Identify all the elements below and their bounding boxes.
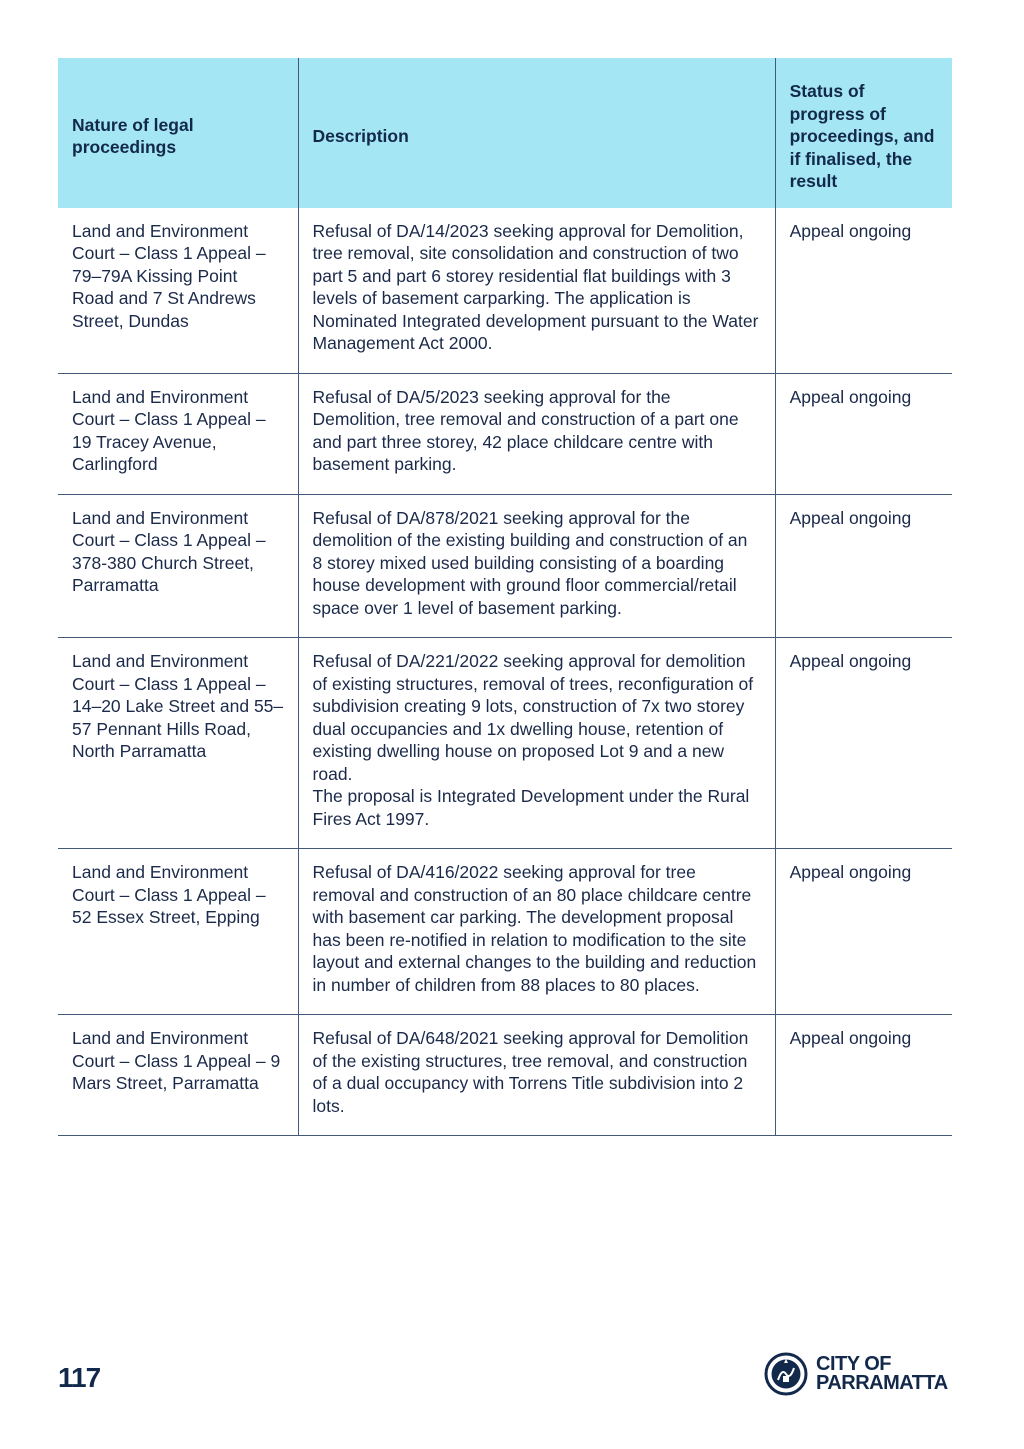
cell-description: Refusal of DA/5/2023 seeking approval for the Demolition, tree removal and construction of a part one and part three storey, 42 place childcare centre with basement parking. — [298, 373, 775, 494]
cell-description: Refusal of DA/878/2021 seeking approval for the demolition of the existing building and construction of an 8 storey mixed used building consisting of a boarding house development with ground floor commercial/retail space over 1 level of basement parking. — [298, 494, 775, 638]
cell-nature: Land and Environment Court – Class 1 Appeal – 52 Essex Street, Epping — [58, 849, 298, 1015]
logo-wordmark — [816, 1355, 948, 1393]
cell-nature: Land and Environment Court – Class 1 Appeal – 19 Tracey Avenue, Carlingford — [58, 373, 298, 494]
cell-description: Refusal of DA/221/2022 seeking approval for demolition of existing structures, removal of trees, reconfiguration of subdivision creating 9 lots, construction of 7x two storey dual occupancies and 1x dwelling house, retention of existing dwelling house on proposed Lot 9 and a new road. The proposal is Integrated Development under the Rural Fires Act 1997. — [298, 638, 775, 849]
cell-nature: Land and Environment Court – Class 1 Appeal – 79–79A Kissing Point Road and 7 St Andrews Street, Dundas — [58, 208, 298, 374]
table-row — [58, 208, 952, 374]
cell-status: Appeal ongoing — [775, 208, 952, 374]
cell-status: Appeal ongoing — [775, 494, 952, 638]
header-description: Description — [298, 58, 775, 208]
city-of-parramatta-logo — [764, 1352, 948, 1396]
table-header-row — [58, 58, 952, 208]
header-status: Status of progress of proceedings, and if finalised, the result — [775, 58, 952, 208]
table-row — [58, 373, 952, 494]
cell-description: Refusal of DA/416/2022 seeking approval for tree removal and construction of an 80 place childcare centre with basement car parking. The development proposal has been re-notified in relation to modification to the site layout and external changes to the building and reduction in number of children from 88 places to 80 places. — [298, 849, 775, 1015]
cell-status: Appeal ongoing — [775, 1015, 952, 1136]
cell-nature: Land and Environment Court – Class 1 Appeal – 378-380 Church Street, Parramatta — [58, 494, 298, 638]
logo-line-1: CITY OF — [816, 1353, 892, 1375]
cell-nature: Land and Environment Court – Class 1 Appeal – 14–20 Lake Street and 55–57 Pennant Hills Road, North Parramatta — [58, 638, 298, 849]
cell-status: Appeal ongoing — [775, 638, 952, 849]
city-seal-icon — [764, 1352, 808, 1396]
table-row — [58, 638, 952, 849]
header-nature: Nature of legal proceedings — [58, 58, 298, 208]
cell-status: Appeal ongoing — [775, 849, 952, 1015]
table-row — [58, 849, 952, 1015]
page-number: 117 — [58, 1362, 101, 1393]
cell-status: Appeal ongoing — [775, 373, 952, 494]
cell-description: Refusal of DA/648/2021 seeking approval for Demolition of the existing structures, tree removal, and construction of a dual occupancy with Torrens Title subdivision into 2 lots. — [298, 1015, 775, 1136]
cell-nature: Land and Environment Court – Class 1 Appeal – 9 Mars Street, Parramatta — [58, 1015, 298, 1136]
cell-description: Refusal of DA/14/2023 seeking approval for Demolition, tree removal, site consolidation and construction of two part 5 and part 6 storey residential flat buildings with 3 levels of basement carparking. The application is Nominated Integrated development pursuant to the Water Management Act 2000. — [298, 208, 775, 374]
legal-proceedings-table — [58, 58, 952, 1136]
table-row — [58, 1015, 952, 1136]
table-row — [58, 494, 952, 638]
logo-line-2: PARRAMATTA — [816, 1372, 948, 1394]
